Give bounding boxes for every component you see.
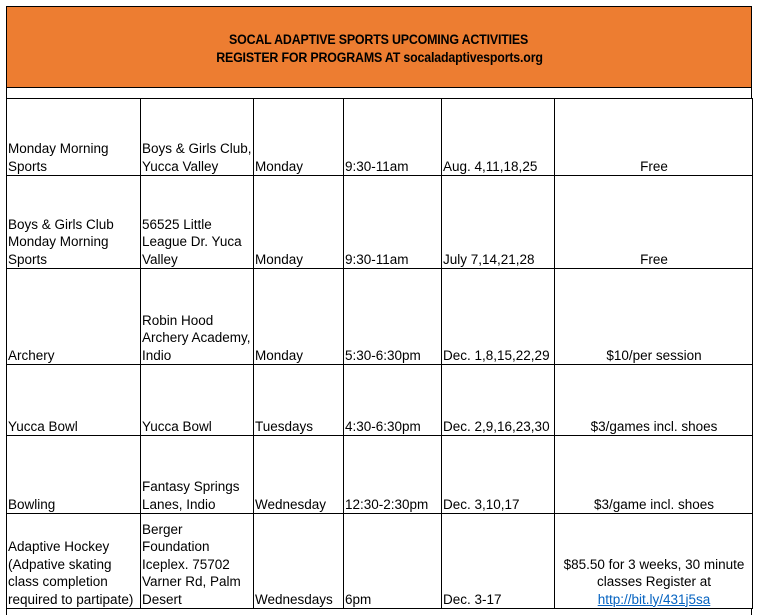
- price-cell: $3/game incl. shoes: [555, 436, 753, 514]
- location-cell: Boys & Girls Club, Yucca Valley: [141, 99, 254, 176]
- dates-cell: July 7,14,21,28: [442, 176, 555, 269]
- dates-cell: Dec. 3,10,17: [442, 436, 555, 514]
- time-cell: 9:30-11am: [344, 99, 442, 176]
- dates-cell: Dec. 1,8,15,22,29: [442, 269, 555, 365]
- location-cell: 56525 Little League Dr. Yuca Valley: [141, 176, 254, 269]
- header-spacer: [6, 88, 752, 98]
- day-cell: Monday: [254, 176, 344, 269]
- day-cell: Monday: [254, 269, 344, 365]
- price-cell: $3/games incl. shoes: [555, 365, 753, 436]
- location-cell: Robin Hood Archery Academy, Indio: [141, 269, 254, 365]
- table-row: [7, 514, 753, 609]
- day-cell: Wednesdays: [254, 514, 344, 609]
- dates-cell: Aug. 4,11,18,25: [442, 99, 555, 176]
- activity-cell: Monday Morning Sports: [7, 99, 141, 176]
- page-title: SOCAL ADAPTIVE SPORTS UPCOMING ACTIVITIES: [229, 32, 529, 47]
- location-cell: Berger Foundation Iceplex. 75702 Varner Rd, Palm Desert: [141, 514, 254, 609]
- dates-cell: Dec. 2,9,16,23,30: [442, 365, 555, 436]
- activities-table: [6, 98, 753, 609]
- register-link[interactable]: http://bit.ly/431j5sa: [597, 591, 711, 607]
- day-cell: Tuesdays: [254, 365, 344, 436]
- table-bottom-edge: [6, 609, 752, 615]
- location-cell: Fantasy Springs Lanes, Indio: [141, 436, 254, 514]
- day-cell: Monday: [254, 99, 344, 176]
- header-banner: [6, 6, 752, 88]
- price-cell: [555, 514, 753, 609]
- register-subtitle: REGISTER FOR PROGRAMS AT socaladaptivesports.org: [215, 50, 543, 65]
- table-row: [7, 99, 753, 176]
- time-cell: 6pm: [344, 514, 442, 609]
- activities-flyer: [6, 6, 752, 609]
- price-cell: Free: [555, 176, 753, 269]
- price-cell: Free: [555, 99, 753, 176]
- time-cell: 12:30-2:30pm: [344, 436, 442, 514]
- day-cell: Wednesday: [254, 436, 344, 514]
- activity-cell: Archery: [7, 269, 141, 365]
- table-row: [7, 269, 753, 365]
- table-row: [7, 176, 753, 269]
- time-cell: 9:30-11am: [344, 176, 442, 269]
- time-cell: 5:30-6:30pm: [344, 269, 442, 365]
- activity-cell: Boys & Girls Club Monday Morning Sports: [7, 176, 141, 269]
- activity-cell: Yucca Bowl: [7, 365, 141, 436]
- table-row: [7, 436, 753, 514]
- location-cell: Yucca Bowl: [141, 365, 254, 436]
- price-cell: $10/per session: [555, 269, 753, 365]
- time-cell: 4:30-6:30pm: [344, 365, 442, 436]
- activity-cell: Bowling: [7, 436, 141, 514]
- price-text: $85.50 for 3 weeks, 30 minute classes Register at: [563, 556, 745, 589]
- activity-cell: Adaptive Hockey (Adpative skating class completion required to partipate): [7, 514, 141, 609]
- table-row: [7, 365, 753, 436]
- dates-cell: Dec. 3-17: [442, 514, 555, 609]
